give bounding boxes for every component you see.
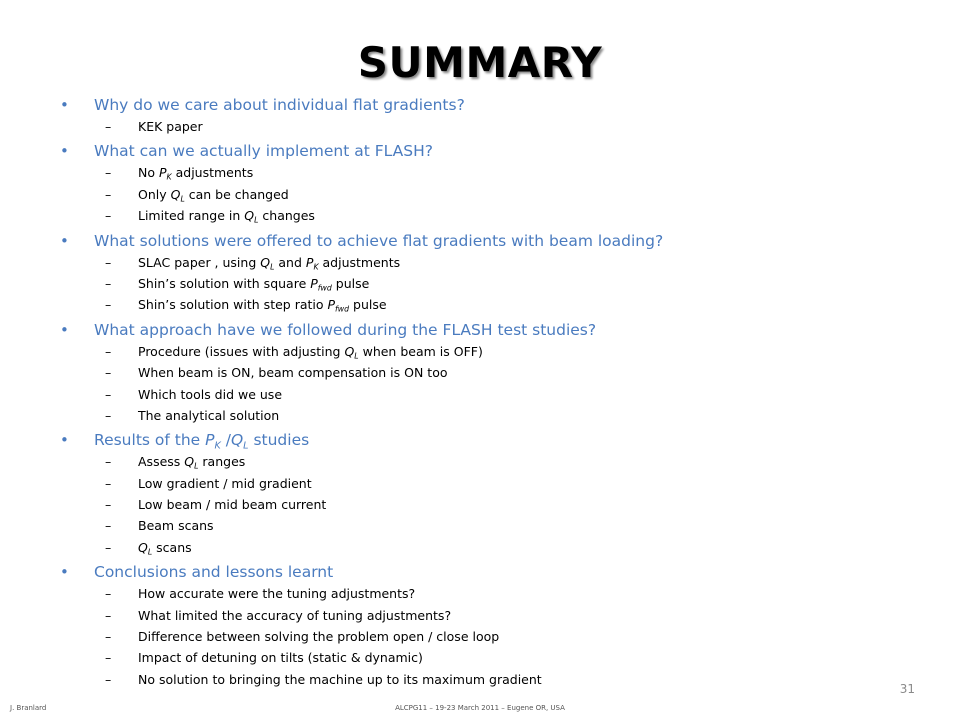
sub-item-var: $Q_L$ bbox=[260, 254, 275, 272]
sub-item-var-subscript: fwd bbox=[335, 305, 350, 315]
bullet-heading-var2: $Q_L$ bbox=[230, 431, 249, 452]
dash-icon: – bbox=[105, 586, 112, 602]
sub-item-text: What limited the accuracy of tuning adjustments? bbox=[138, 607, 452, 623]
sub-item bbox=[60, 384, 920, 405]
sub-item bbox=[60, 362, 920, 383]
sub-item-var-subscript: fwd bbox=[317, 283, 332, 293]
sub-item bbox=[60, 294, 920, 315]
sub-item bbox=[60, 116, 920, 137]
sub-item bbox=[60, 626, 920, 647]
sub-item-post: changes bbox=[258, 208, 315, 224]
dash-icon: – bbox=[105, 497, 112, 513]
sub-item-post: scans bbox=[152, 539, 192, 555]
bullet-heading-var-subscript: K bbox=[214, 440, 221, 452]
sub-item-var: $P_K$ bbox=[158, 165, 172, 183]
sub-item-pre: Assess bbox=[138, 454, 185, 470]
dash-icon: – bbox=[105, 607, 112, 623]
sub-item-text: Which tools did we use bbox=[138, 386, 283, 402]
bullet-icon: • bbox=[60, 142, 69, 161]
sub-item bbox=[60, 451, 920, 472]
sub-item-pre: Procedure (issues with adjusting bbox=[138, 343, 345, 359]
sub-item-post: ranges bbox=[198, 454, 246, 470]
bullet-item-4 bbox=[60, 320, 920, 341]
sub-item bbox=[60, 669, 920, 690]
sub-item bbox=[60, 537, 920, 558]
sub-item-var: $Q_L$ bbox=[244, 208, 259, 225]
bullet-heading-pre: Results of the bbox=[94, 431, 206, 450]
bullet-heading-text: Conclusions and lessons learnt bbox=[94, 563, 334, 582]
bullet-icon: • bbox=[60, 431, 69, 450]
bullet-heading-text: Why do we care about individual flat gradients? bbox=[94, 96, 465, 114]
sub-item-var: $Q_L$ bbox=[170, 186, 185, 204]
sub-item-pre: Shin’s solution with square bbox=[138, 275, 311, 291]
bullet-item-5 bbox=[60, 430, 920, 451]
sub-item-var2: $P_K$ bbox=[305, 254, 319, 272]
bullet-heading-text: What can we actually implement at FLASH? bbox=[94, 142, 433, 161]
sub-item-text: Low beam / mid beam current bbox=[138, 497, 327, 513]
sub-item-var: $P_{fwd}$ bbox=[310, 275, 332, 293]
sub-item bbox=[60, 184, 920, 205]
sub-item-pre: Only bbox=[138, 186, 171, 202]
sub-item-pre: SLAC paper , using bbox=[138, 254, 261, 270]
sub-item-text: Impact of detuning on tilts (static & dynamic) bbox=[138, 650, 423, 666]
footer-event: ALCPG11 – 19-23 March 2011 – Eugene OR, USA bbox=[395, 704, 565, 712]
dash-icon: – bbox=[105, 186, 112, 202]
dash-icon: – bbox=[105, 671, 112, 687]
sub-item-var-subscript: L bbox=[254, 215, 259, 225]
dash-icon: – bbox=[105, 208, 112, 224]
footer-author: J. Branlard bbox=[10, 704, 47, 712]
sub-item bbox=[60, 583, 920, 604]
bullet-icon: • bbox=[60, 231, 69, 250]
sub-item-var-subscript: L bbox=[147, 547, 153, 557]
bullet-item-2 bbox=[60, 141, 920, 162]
sub-item-pre: Limited range in bbox=[138, 208, 245, 224]
bullet-item-3 bbox=[60, 231, 920, 252]
dash-icon: – bbox=[105, 365, 112, 381]
sub-item-post: can be changed bbox=[184, 186, 289, 202]
sub-item-post: adjustments bbox=[318, 254, 401, 270]
bullet-item-6 bbox=[60, 562, 920, 583]
dash-icon: – bbox=[105, 275, 112, 291]
dash-icon: – bbox=[105, 650, 112, 666]
sub-item bbox=[60, 162, 920, 183]
sub-item-text: Low gradient / mid gradient bbox=[138, 475, 312, 491]
dash-icon: – bbox=[105, 475, 112, 491]
dash-icon: – bbox=[105, 119, 112, 134]
bullet-item-1 bbox=[60, 95, 920, 116]
sub-item-var-subscript: L bbox=[194, 462, 199, 471]
bullet-heading-text: What approach have we followed during the FLASH test studies? bbox=[94, 320, 597, 339]
sub-item-var: $Q_L$ bbox=[184, 454, 199, 471]
sub-item-var: $Q_L$ bbox=[344, 343, 359, 361]
bullet-list bbox=[60, 92, 920, 690]
bullet-heading-var: $P_K$ bbox=[205, 431, 221, 452]
sub-item-pre: No bbox=[138, 165, 159, 181]
dash-icon: – bbox=[105, 343, 112, 359]
sub-item-post: pulse bbox=[349, 297, 387, 313]
page-number: 31 bbox=[899, 682, 915, 696]
sub-item-post: when beam is OFF) bbox=[358, 343, 483, 359]
sub-item-mid: and bbox=[274, 254, 306, 270]
bullet-heading-mid: / bbox=[220, 431, 231, 450]
sub-item bbox=[60, 273, 920, 294]
sub-item-post: adjustments bbox=[171, 165, 254, 181]
bullet-heading-text: What solutions were offered to achieve flat gradients with beam loading? bbox=[94, 231, 664, 250]
dash-icon: – bbox=[105, 518, 112, 534]
sub-item-text: No solution to bringing the machine up to its maximum gradient bbox=[138, 671, 542, 687]
sub-item-text: How accurate were the tuning adjustments? bbox=[138, 586, 416, 602]
bullet-icon: • bbox=[60, 320, 69, 339]
sub-item-var: $Q_L$ bbox=[138, 539, 153, 557]
sub-item bbox=[60, 605, 920, 626]
sub-item bbox=[60, 205, 920, 226]
sub-item-text: Difference between solving the problem open / close loop bbox=[138, 629, 500, 645]
dash-icon: – bbox=[105, 297, 112, 313]
dash-icon: – bbox=[105, 254, 112, 270]
slide-title: SUMMARY bbox=[357, 38, 603, 87]
sub-item-pre: Shin’s solution with step ratio bbox=[138, 297, 328, 313]
sub-item bbox=[60, 252, 920, 273]
sub-item-text: The analytical solution bbox=[138, 407, 280, 423]
sub-item-text: When beam is ON, beam compensation is ON too bbox=[138, 365, 448, 381]
dash-icon: – bbox=[105, 386, 112, 402]
dash-icon: – bbox=[105, 454, 112, 470]
bullet-icon: • bbox=[60, 96, 69, 114]
sub-item bbox=[60, 494, 920, 515]
dash-icon: – bbox=[105, 629, 112, 645]
bullet-heading-var2-subscript: L bbox=[243, 440, 249, 452]
sub-item-text: KEK paper bbox=[138, 119, 203, 134]
dash-icon: – bbox=[105, 407, 112, 423]
sub-item-var-subscript: K bbox=[166, 173, 172, 183]
bullet-heading-post: studies bbox=[248, 431, 310, 450]
dash-icon: – bbox=[105, 539, 112, 555]
sub-item bbox=[60, 473, 920, 494]
sub-item-post: pulse bbox=[331, 275, 370, 291]
sub-item bbox=[60, 515, 920, 536]
dash-icon: – bbox=[105, 165, 112, 181]
sub-item-var-subscript: L bbox=[354, 351, 359, 361]
sub-item-var-subscript: L bbox=[180, 194, 185, 204]
sub-item-text: Beam scans bbox=[138, 518, 214, 534]
bullet-icon: • bbox=[60, 563, 69, 582]
sub-item-var: $P_{fwd}$ bbox=[327, 297, 350, 315]
sub-item-var2-subscript: K bbox=[313, 262, 319, 272]
sub-item bbox=[60, 405, 920, 426]
sub-item bbox=[60, 341, 920, 362]
sub-item bbox=[60, 647, 920, 668]
sub-item-var-subscript: L bbox=[270, 262, 275, 272]
